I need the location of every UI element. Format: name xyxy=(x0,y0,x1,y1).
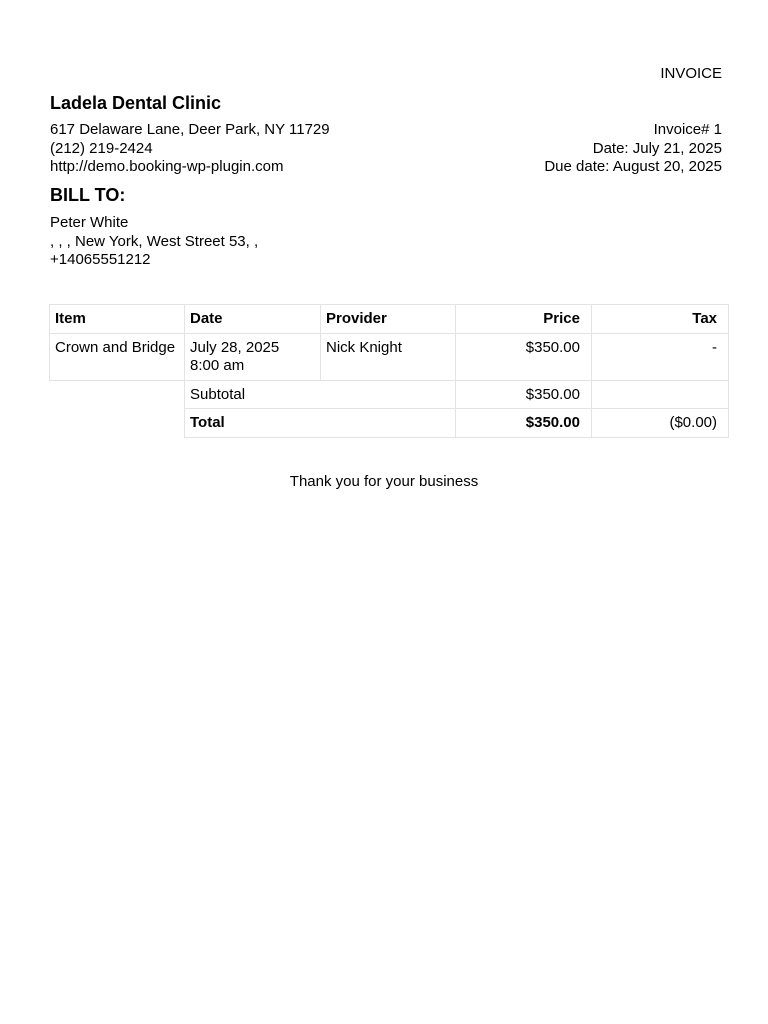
subtotal-tax xyxy=(592,380,729,409)
blank-cell xyxy=(50,380,185,409)
clinic-info xyxy=(50,121,330,177)
table-row xyxy=(50,333,729,380)
price-cell: $350.00 xyxy=(456,333,592,380)
total-row xyxy=(50,409,729,438)
appointment-date: July 28, 2025 xyxy=(190,338,280,356)
invoice-title: INVOICE xyxy=(660,65,722,82)
clinic-address: 617 Delaware Lane, Deer Park, NY 11729 xyxy=(50,121,330,138)
invoice-number: Invoice# 1 xyxy=(653,121,722,138)
column-header-price: Price xyxy=(456,305,592,334)
tax-cell: - xyxy=(592,333,729,380)
customer-info xyxy=(50,214,258,270)
clinic-name: Ladela Dental Clinic xyxy=(50,93,222,113)
column-header-item: Item xyxy=(50,305,185,334)
total-label: Total xyxy=(185,409,456,438)
bill-to-heading: BILL TO: xyxy=(50,185,126,205)
provider-cell: Nick Knight xyxy=(321,333,456,380)
customer-phone: +14065551212 xyxy=(50,251,151,268)
column-header-tax: Tax xyxy=(592,305,729,334)
date-cell xyxy=(185,333,321,380)
subtotal-label: Subtotal xyxy=(185,380,456,409)
column-header-date: Date xyxy=(185,305,321,334)
customer-name: Peter White xyxy=(50,214,129,231)
clinic-phone: (212) 219-2424 xyxy=(50,139,153,157)
invoice-meta xyxy=(544,121,722,177)
thank-you-note: Thank you for your business xyxy=(289,473,479,490)
invoice-due-date: Due date: August 20, 2025 xyxy=(544,158,722,175)
blank-cell xyxy=(50,409,185,438)
table-header-row xyxy=(50,305,729,334)
clinic-website: http://demo.booking-wp-plugin.com xyxy=(50,158,284,175)
appointment-time: 8:00 am xyxy=(190,357,245,374)
subtotal-row xyxy=(50,380,729,409)
total-tax: ($0.00) xyxy=(592,409,729,438)
customer-address: , , , New York, West Street 53, , xyxy=(50,232,259,250)
invoice-date: Date: July 21, 2025 xyxy=(592,139,722,157)
invoice-items-table xyxy=(49,304,729,438)
column-header-provider: Provider xyxy=(321,305,456,334)
subtotal-price: $350.00 xyxy=(456,380,592,409)
total-price: $350.00 xyxy=(456,409,592,438)
item-cell: Crown and Bridge xyxy=(50,333,185,380)
